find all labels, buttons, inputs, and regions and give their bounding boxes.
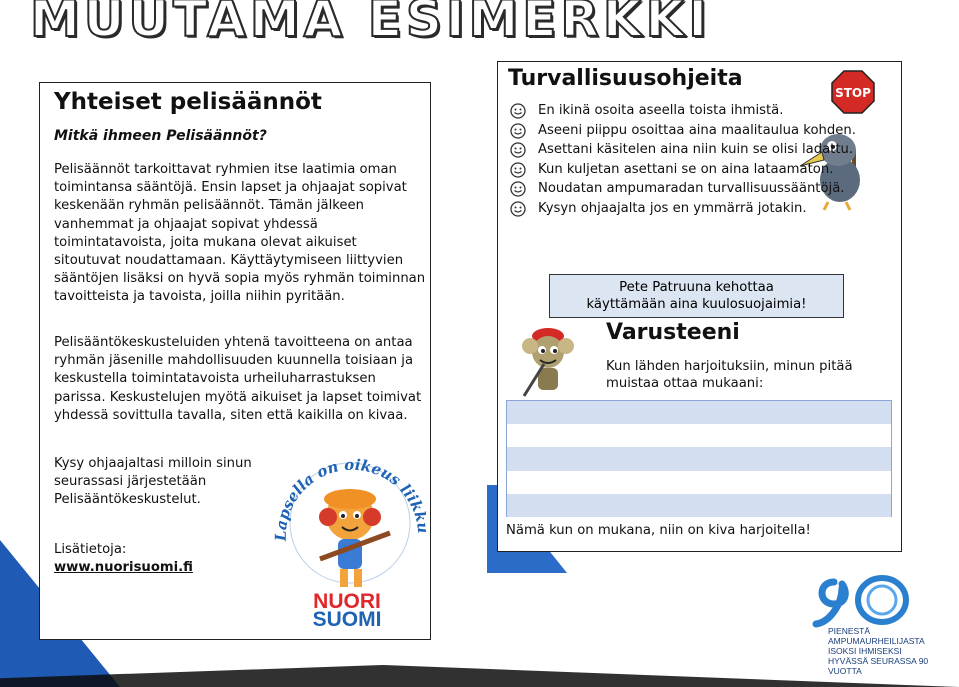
logo-text: NUORI — [313, 590, 381, 613]
more-info-label: Lisätietoja: — [54, 542, 127, 557]
more-info — [54, 541, 193, 577]
mascot-illustration — [268, 421, 426, 591]
logo-number: 90 — [812, 574, 814, 575]
page-subtitle: Mitkä ihmeen Pelisäännöt? — [54, 128, 267, 144]
writing-line — [507, 401, 891, 424]
bottom-band-decoration — [0, 665, 959, 687]
smiley-icon — [510, 103, 526, 119]
smiley-icon — [510, 162, 526, 178]
page-title: Yhteiset pelisäännöt — [54, 89, 322, 115]
page-title: Turvallisuusohjeita — [508, 66, 743, 91]
logo-text: SUOMI — [312, 608, 382, 631]
rule-text: Kysyn ohjaajalta jos en ymmärrä jotakin. — [538, 200, 807, 216]
list-item — [508, 200, 868, 218]
writing-line — [507, 424, 891, 447]
callout-text: käyttämään aina kuulosuojaimia! — [586, 297, 807, 312]
smiley-icon — [510, 142, 526, 158]
logo-text-line: ISOKSI IHMISEKSI — [828, 646, 902, 656]
rule-text: En ikinä osoita aseella toista ihmistä. — [538, 103, 784, 118]
smiley-icon — [510, 181, 526, 197]
paragraph: Pelisäännöt tarkoittavat ryhmien itse laatimia oman toimintansa sääntöjä. Ensin lapset ja ohjaajat sopivat keskenään ryhmän pelisäännöt. Tämän jälkeen vanhemmat ja ohjaajat sopivat yhdessä toimintatavoista, joita mukana olevat aikuiset sitoutuvat noudattamaan. Käyttäytymiseen liittyvien sääntöjen lisäksi on hyvä sopia myös ryhmän toiminnan tavoitteista ja tavoista, joilla niihin pyritään. — [54, 162, 426, 305]
pete-patruuna-mascot-illustration — [508, 320, 588, 400]
rule-text: Kun kuljetan asettani se on aina lataamaton. — [538, 161, 834, 177]
nuori-suomi-logo — [306, 590, 388, 631]
page-footer-text: Nämä kun on mukana, niin on kiva harjoitella! — [506, 523, 811, 538]
safety-document-page — [497, 61, 902, 552]
logo-text-line: HYVÄSSÄ SEURASSA 90 VUOTTA — [828, 656, 929, 676]
smiley-icon — [510, 123, 526, 139]
equipment-title: Varusteeni — [606, 320, 740, 345]
list-item — [508, 102, 868, 120]
writing-line — [507, 471, 891, 494]
smiley-icon — [510, 201, 526, 217]
callout-text: Pete Patruuna kehottaa — [619, 280, 774, 295]
list-item — [508, 161, 868, 179]
mascot-badge — [268, 421, 426, 591]
pete-callout-box — [549, 274, 844, 318]
list-item — [508, 122, 868, 140]
writing-line — [507, 447, 891, 470]
rule-text: Asettani käsitelen aina niin kuin se olisi ladattu. — [538, 142, 854, 157]
equipment-text: Kun lähden harjoituksiin, minun pitää muistaa ottaa mukaani: — [606, 359, 853, 391]
rule-text: Aseeni piippu osoittaa aina maalitaulua kohden. — [538, 122, 856, 138]
website-link[interactable]: www.nuorisuomi.fi — [54, 560, 193, 576]
anniversary-90-logo — [812, 574, 922, 628]
equipment-writing-lines — [506, 400, 892, 517]
paragraph: Pelisääntökeskusteluiden yhtenä tavoitteena on antaa ryhmän jäsenille mahdollisuuden kuunnella toisiaan ja keskustella toimintatavoista urheiluharrastuksen parissa. Keskustelujen myötä aikuiset ja lapset toimivat yhdessä sovittulla tavalla, siten että kaikilla on kivaa. — [54, 335, 422, 423]
paragraph: Kysy ohjaajaltasi milloin sinun seurassasi järjestetään Pelisääntökeskustelut. — [54, 456, 252, 508]
slide-number: 6 — [28, 644, 42, 666]
list-item — [508, 180, 868, 198]
anniversary-logo-text — [828, 626, 959, 676]
badge-arc-text: Lapsella on oikeus liik — [271, 455, 426, 542]
logo-text-line: PIENESTÄ AMPUMAURHEILIJASTA — [828, 626, 925, 646]
rules-document-page — [39, 82, 431, 640]
slide-title: MUUTAMA ESIMERKKI — [30, 0, 712, 48]
stop-text: STOP — [835, 86, 871, 100]
rule-text: Noudatan ampumaradan turvallisuussääntöjä. — [538, 181, 845, 196]
writing-line — [507, 494, 891, 517]
list-item — [508, 141, 868, 159]
safety-rule-list — [508, 102, 868, 219]
